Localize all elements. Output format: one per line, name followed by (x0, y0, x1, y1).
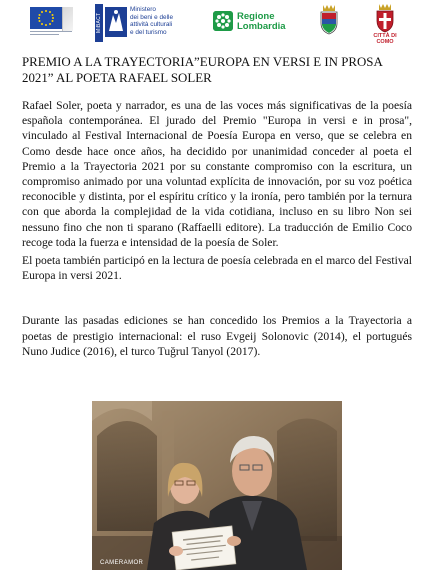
mibact-bar: MiBACT (95, 4, 103, 42)
como-text: CITTÀ DI COMO (373, 33, 397, 45)
mibact-emblem-icon (105, 7, 127, 37)
certificate (169, 526, 241, 570)
article-paragraph-1: Rafael Soler, poeta y narrador, es una de las voces más significativas de la poesía española contemporánea. El jurado del Premio "Europa in versi e in prosa", vinculado al Festival Internacional de Poesía Europa en verso, que se celebra en Como desde hace once años, ha decidido por unanimidad conceder al poeta el Premio a la Trayectoria 2021 por su constante compromiso con la escritura, un compromiso animado por una voluntad explícita de innovación, por su voz poética reconocible y distinta, por el espíritu crítico y la ironía, pero también por la ternura con que aborda la complejidad de la vida cotidiana, incluso en su libro Non sei nessuno fino che non ti sparano (Raffaelli editore). La traducción de Emilio Coco recoge toda la fuerza e intensidad de la poesía de Soler. (22, 99, 412, 249)
como-crest-icon (372, 3, 398, 33)
eu-logo (30, 7, 72, 37)
eu-caption-lines (30, 31, 72, 37)
eu-flag-fold (62, 7, 73, 31)
eu-flag-icon (30, 7, 62, 29)
article-paragraph-3: Durante las pasadas ediciones se han concedido los Premios a la Trayectoria a poetas de prestigio internacional: el ruso Evgeij Solonovic (2014), el portugués Nuno Judice (2016), el turco Tuğrul Tanyol (2017). (22, 314, 412, 358)
lombardia-text: Regione Lombardia (237, 11, 286, 32)
mibact-logo (95, 4, 195, 42)
province-crest-icon (318, 3, 340, 35)
logo-header (0, 0, 433, 48)
award-photo (92, 401, 342, 570)
lombardia-rose-icon (213, 11, 233, 31)
award-ceremony-image (92, 401, 342, 570)
citta-di-como-logo (372, 3, 398, 43)
article (22, 55, 412, 359)
article-title: PREMIO A LA TRAYECTORIA”EUROPA EN VERSI E IN PROSA 2021” AL POETA RAFAEL SOLER (22, 55, 383, 85)
regione-lombardia-logo (213, 10, 293, 34)
article-paragraph-2: El poeta también participó en la lectura de poesía celebrada en el marco del Festival Europa in versi 2021. (22, 254, 412, 283)
mibact-text: Ministero dei beni e delle attività culturali e del turismo (130, 6, 173, 36)
photo-credit: CAMERAMOR (100, 560, 144, 566)
